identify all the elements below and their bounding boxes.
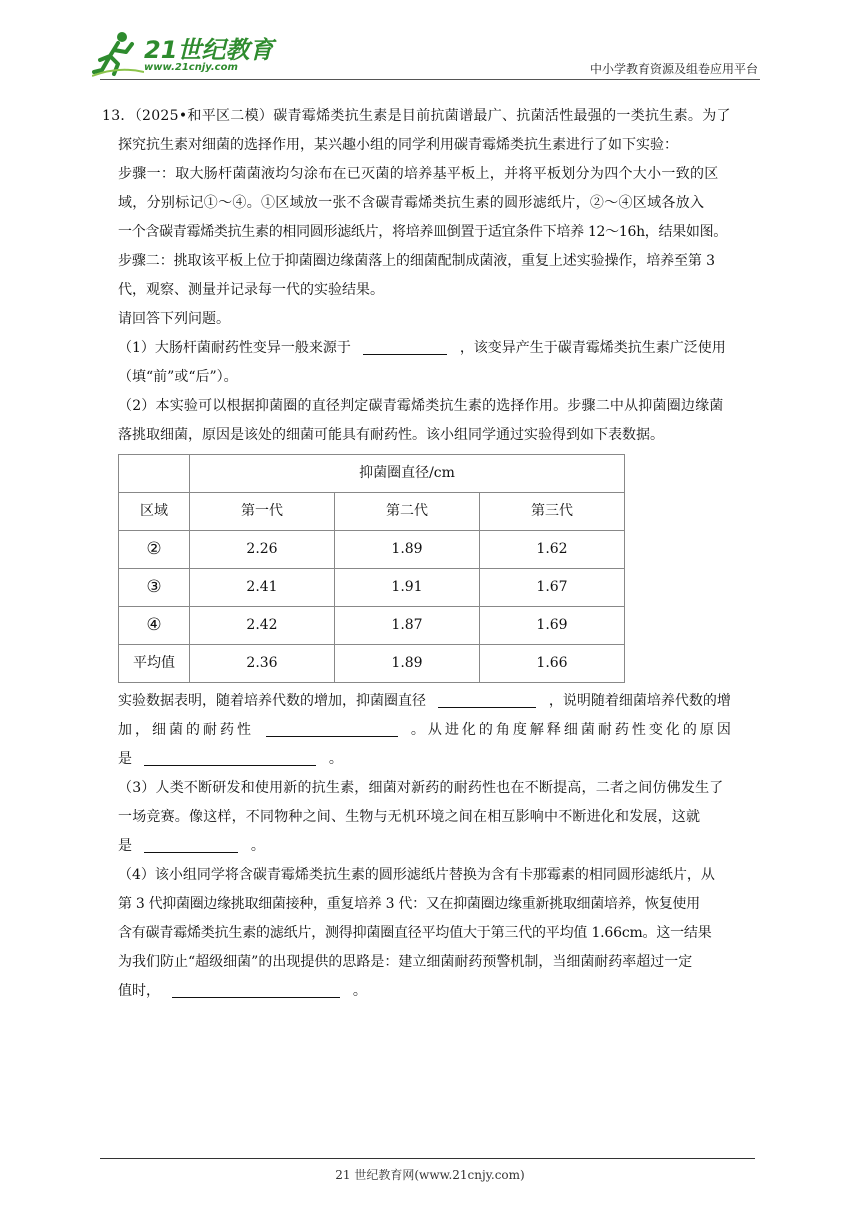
q1-answer-blank[interactable] [363,338,447,355]
q3-line-3 [118,832,763,861]
intro-line-1: 13．（2025•和平区二模）碳青霉烯类抗生素是目前抗菌谱最广、抗菌活性最强的一类抗生素。为了 [102,108,731,124]
table-row [119,645,625,683]
table-row [119,531,625,569]
analysis-text-e: 是 [118,751,132,767]
data-table [118,454,625,683]
q3-text-b: 。 [250,838,265,854]
step2-line-1: 步骤二：挑取该平板上位于抑菌圈边缘菌落上的细菌配制成菌液，重复上述实验操作，培养至第 3 [118,253,715,269]
table-row [119,607,625,645]
table-cell: 1.87 [335,607,480,645]
table-group-header: 抑菌圈直径/cm [190,455,625,493]
table-cell: 1.62 [480,531,625,569]
page-footer[interactable]: 21 世纪教育网(www.21cnjy.com) [335,1168,525,1182]
q4-text-b: 。 [352,983,367,999]
analysis-text-d: 。从进化的角度解释细菌耐药性变化的原因 [410,722,734,738]
platform-name: 中小学教育资源及组卷应用平台 [589,62,758,76]
logo-url: www.21cnjy.com [144,62,238,73]
intro-line-2: 探究抗生素对细菌的选择作用，某兴趣小组的同学利用碳青霉烯类抗生素进行了如下实验： [118,137,678,153]
question-body [102,102,763,1006]
q4-line-3: 含有碳青霉烯类抗生素的滤纸片，测得抑菌圈直径平均值大于第三代的平均值 1.66cm。这一结果 [118,925,712,941]
prompt-line: 请回答下列问题。 [118,311,230,327]
analysis-text-b: ，说明随着细菌培养代数的增 [548,693,731,709]
header-divider [100,79,760,80]
analysis-text-f: 。 [328,751,343,767]
table-cell-region: ③ [119,569,190,607]
analysis-line-1 [118,687,763,716]
table-cell-region: ② [119,531,190,569]
table-cell: 2.41 [190,569,335,607]
table-cell: 1.67 [480,569,625,607]
logo-text: 21世纪教育 [144,36,274,64]
table-header-gen1: 第一代 [190,493,335,531]
table-cell: 1.66 [480,645,625,683]
q3-text-a: 是 [118,838,132,854]
analysis-text-a: 实验数据表明，随着培养代数的增加，抑菌圈直径 [118,693,426,709]
table-cell: 2.26 [190,531,335,569]
q4-line-5 [118,977,763,1006]
runner-logo-icon [92,30,144,78]
table-header-gen2: 第二代 [335,493,480,531]
q3-answer-blank[interactable] [144,836,238,853]
table-cell: 1.91 [335,569,480,607]
site-logo[interactable] [92,30,274,82]
resistance-answer-blank[interactable] [266,720,398,737]
q4-line-1: （4）该小组同学将含碳青霉烯类抗生素的圆形滤纸片替换为含有卡那霉素的相同圆形滤纸片，从 [118,867,715,883]
analysis-line-3 [118,745,763,774]
q4-line-2: 第 3 代抑菌圈边缘挑取细菌接种，重复培养 3 代：又在抑菌圈边缘重新挑取细菌培养，恢复使用 [118,896,700,912]
q4-answer-blank[interactable] [172,981,340,998]
table-cell-empty [119,455,190,493]
diameter-answer-blank[interactable] [438,691,536,708]
q3-line-2: 一场竞赛。像这样，不同物种之间、生物与无机环境之间在相互影响中不断进化和发展，这就 [118,809,701,825]
q1-line-2: （填“前”或“后”）。 [118,369,238,385]
table-cell: 1.89 [335,645,480,683]
table-row [119,493,625,531]
q1-text-b: ，该变异产生于碳青霉烯类抗生素广泛使用 [459,340,726,356]
q4-text-a: 值时， [118,983,160,999]
evolution-answer-blank[interactable] [144,749,316,766]
step2-line-2: 代，观察、测量并记录每一代的实验结果。 [118,282,384,298]
page-header [0,0,860,90]
table-cell: 1.89 [335,531,480,569]
step1-line-1: 步骤一：取大肠杆菌菌液均匀涂布在已灭菌的培养基平板上，并将平板划分为四个大小一致的区 [118,166,719,182]
step1-line-2: 域，分别标记①～④。①区域放一张不含碳青霉烯类抗生素的圆形滤纸片，②～④区域各放入 [118,195,705,211]
analysis-text-c: 加，细菌的耐药性 [118,722,254,738]
table-header-region: 区域 [119,493,190,531]
q3-line-1: （3）人类不断研发和使用新的抗生素，细菌对新药的耐药性也在不断提高，二者之间仿佛发生了 [118,780,724,796]
q1-text-a: （1）大肠杆菌耐药性变异一般来源于 [118,340,351,356]
q2-line-2: 落挑取细菌，原因是该处的细菌可能具有耐药性。该小组同学通过实验得到如下表数据。 [118,427,664,443]
q2-line-1: （2）本实验可以根据抑菌圈的直径判定碳青霉烯类抗生素的选择作用。步骤二中从抑菌圈边缘菌 [118,398,724,414]
q4-line-4: 为我们防止“超级细菌”的出现提供的思路是：建立细菌耐药预警机制，当细菌耐药率超过一定 [118,954,693,970]
table-row [119,455,625,493]
table-cell: 2.36 [190,645,335,683]
table-cell-region: ④ [119,607,190,645]
table-cell-region: 平均值 [119,645,190,683]
table-header-gen3: 第三代 [480,493,625,531]
q1-line [118,334,763,363]
analysis-line-2 [118,716,763,745]
footer-divider [100,1158,755,1159]
table-cell: 1.69 [480,607,625,645]
table-cell: 2.42 [190,607,335,645]
step1-line-3: 一个含碳青霉烯类抗生素的相同圆形滤纸片，将培养皿倒置于适宜条件下培养 12～16h，结果如图。 [118,224,727,240]
table-row [119,569,625,607]
